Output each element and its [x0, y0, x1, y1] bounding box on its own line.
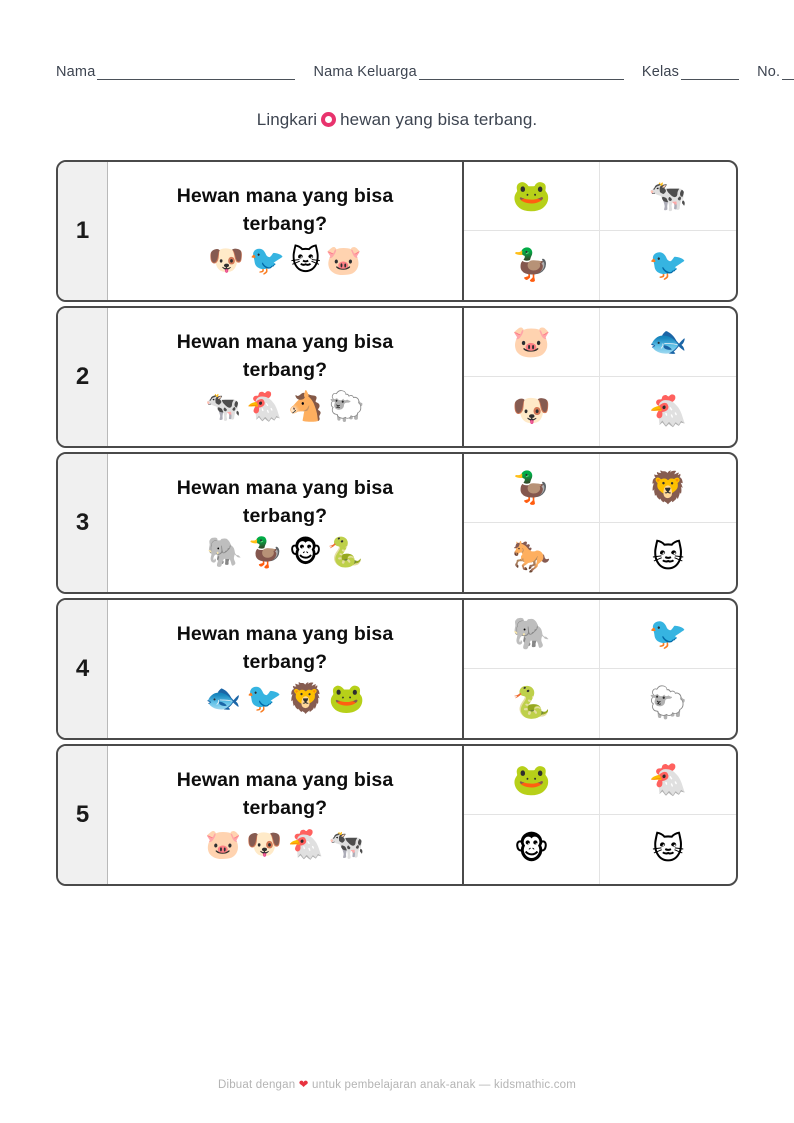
duck-emoji: 🦆	[247, 534, 284, 569]
question-row	[56, 160, 738, 302]
option-chicken-emoji[interactable]: 🐔	[648, 393, 688, 429]
question-number: 1	[58, 162, 108, 300]
option-frog-emoji[interactable]: 🐸	[464, 162, 600, 231]
cow-emoji: 🐄	[205, 388, 242, 423]
class-write-line[interactable]	[681, 69, 739, 80]
option-elephant-emoji[interactable]: 🐘	[464, 600, 600, 669]
option-cat-face-emoji[interactable]: 🐱	[651, 539, 685, 575]
question-text: Hewan mana yang bisa terbang?	[176, 185, 394, 235]
footer-credit	[0, 1077, 794, 1091]
horse-face-emoji: 🐴	[287, 388, 324, 423]
question-body	[108, 746, 464, 884]
bird-emoji: 🐦	[246, 680, 283, 715]
fish-emoji: 🐟	[205, 680, 242, 715]
answer-options	[464, 454, 736, 592]
option-sheep-emoji[interactable]: 🐑	[648, 685, 688, 721]
number-write-line[interactable]	[782, 69, 794, 80]
question-text: Hewan mana yang bisa terbang?	[176, 769, 394, 819]
chicken-emoji: 🐔	[287, 826, 324, 861]
question-body	[108, 308, 464, 446]
monkey-face-emoji: 🐵	[288, 534, 323, 569]
question-row	[56, 598, 738, 740]
question-row	[56, 452, 738, 594]
frog-emoji: 🐸	[328, 680, 365, 715]
bird-emoji: 🐦	[249, 242, 286, 277]
instruction-text	[0, 110, 794, 130]
question-row	[56, 744, 738, 886]
question-number: 3	[58, 454, 108, 592]
question-number: 2	[58, 308, 108, 446]
question-hint-emojis	[205, 388, 365, 423]
cat-face-emoji: 🐱	[290, 242, 321, 277]
circle-outline-icon	[321, 112, 336, 127]
option-cow-emoji[interactable]: 🐄	[600, 162, 736, 231]
option-snake-emoji[interactable]: 🐍	[464, 669, 600, 738]
option-duck-emoji[interactable]: 🦆	[464, 454, 600, 523]
question-body	[108, 600, 464, 738]
question-list	[56, 160, 738, 890]
question-hint-emojis	[205, 826, 365, 861]
footer-after: untuk pembelajaran anak-anak — kidsmathic.com	[312, 1079, 577, 1091]
option-cat-face-emoji[interactable]: 🐱	[651, 831, 685, 867]
option-monkey-face-emoji[interactable]: 🐵	[464, 815, 600, 884]
option-pig-face-emoji[interactable]: 🐷	[464, 308, 600, 377]
question-hint-emojis	[205, 680, 365, 715]
answer-options	[464, 600, 736, 738]
question-text: Hewan mana yang bisa terbang?	[176, 331, 394, 381]
answer-options	[464, 162, 736, 300]
question-number: 4	[58, 600, 108, 738]
cow-emoji: 🐄	[328, 826, 365, 861]
question-number: 5	[58, 746, 108, 884]
option-lion-emoji[interactable]: 🦁	[600, 454, 736, 523]
question-hint-emojis	[208, 242, 362, 277]
name-label: Nama	[56, 64, 96, 80]
question-row	[56, 306, 738, 448]
option-horse-emoji[interactable]: 🐎	[464, 523, 600, 592]
sheep-emoji: 🐑	[328, 388, 365, 423]
number-label: No.	[757, 64, 781, 80]
heart-icon: ❤	[298, 1077, 309, 1091]
name-write-line[interactable]	[97, 69, 295, 80]
option-duck-emoji[interactable]: 🦆	[464, 231, 600, 300]
option-dog-face-emoji[interactable]: 🐶	[464, 377, 600, 446]
pig-face-emoji: 🐷	[205, 826, 242, 861]
lion-emoji: 🦁	[287, 680, 324, 715]
question-body	[108, 162, 464, 300]
question-body	[108, 454, 464, 592]
question-text: Hewan mana yang bisa terbang?	[176, 477, 394, 527]
option-chicken-emoji[interactable]: 🐔	[600, 746, 736, 815]
student-info-row	[56, 64, 781, 80]
snake-emoji: 🐍	[327, 534, 364, 569]
instruction-after: hewan yang bisa terbang.	[340, 110, 538, 129]
answer-options	[464, 746, 736, 884]
answer-options	[464, 308, 736, 446]
footer-before: Dibuat dengan	[217, 1079, 296, 1091]
question-hint-emojis	[206, 534, 364, 569]
question-text: Hewan mana yang bisa terbang?	[176, 623, 394, 673]
family-name-label: Nama Keluarga	[313, 64, 417, 80]
option-frog-emoji[interactable]: 🐸	[464, 746, 600, 815]
pig-face-emoji: 🐷	[325, 242, 362, 277]
dog-face-emoji: 🐶	[246, 826, 283, 861]
instruction-before: Lingkari	[256, 110, 318, 129]
family-name-write-line[interactable]	[419, 69, 624, 80]
class-label: Kelas	[641, 64, 680, 80]
dog-face-emoji: 🐶	[208, 242, 245, 277]
option-bird-emoji[interactable]: 🐦	[600, 600, 736, 669]
option-bird-emoji[interactable]: 🐦	[648, 247, 688, 283]
option-fish-emoji[interactable]: 🐟	[600, 308, 736, 377]
elephant-emoji: 🐘	[206, 534, 243, 569]
chicken-emoji: 🐔	[246, 388, 283, 423]
